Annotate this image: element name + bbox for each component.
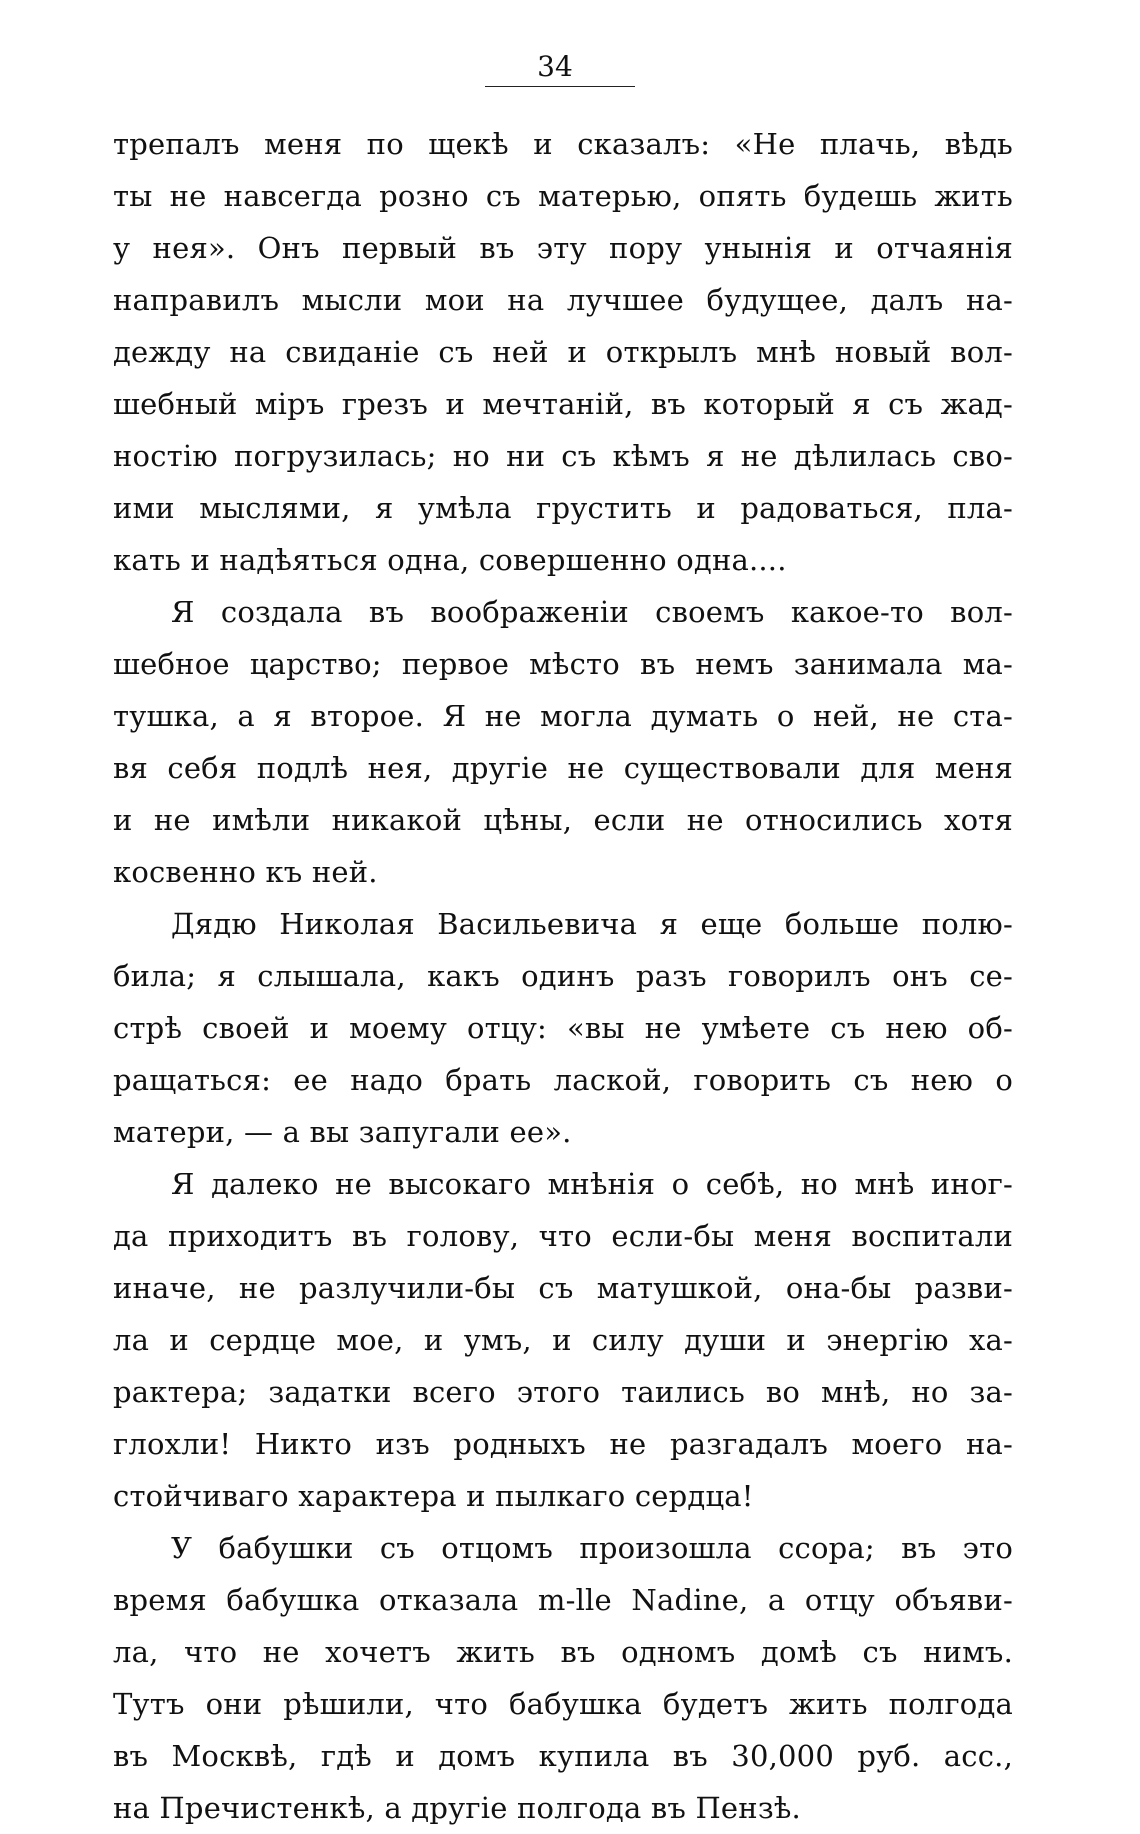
text-line: кать и надѣяться одна, совершенно одна.... xyxy=(113,543,787,577)
paragraph-2 xyxy=(113,586,1013,898)
text-line: трепалъ меня по щекѣ и сказалъ: «Не плачь, вѣдь xyxy=(113,127,1013,161)
text-line: била; я слышала, какъ одинъ разъ говорилъ онъ се- xyxy=(113,959,1013,993)
text-line: ими мыслями, я умѣла грустить и радоваться, пла- xyxy=(113,491,1013,525)
text-line: ла, что не хочетъ жить въ одномъ домѣ съ нимъ. xyxy=(113,1635,1013,1669)
text-line: глохли! Никто изъ родныхъ не разгадалъ моего на- xyxy=(113,1427,1013,1461)
text-line: ностію погрузилась; но ни съ кѣмъ я не дѣлилась сво- xyxy=(113,439,1013,473)
text-line: у нея». Онъ первый въ эту пору унынія и отчаянія xyxy=(113,231,1013,265)
text-line: ты не навсегда розно съ матерью, опять будешь жить xyxy=(113,179,1013,213)
paragraph-5 xyxy=(113,1522,1013,1834)
paragraph-1 xyxy=(113,118,1013,586)
text-line: шебное царство; первое мѣсто въ немъ занимала ма- xyxy=(113,647,1013,681)
text-line: Я далеко не высокаго мнѣнія о себѣ, но мнѣ иног- xyxy=(171,1167,1013,1201)
text-line: тушка, а я второе. Я не могла думать о ней, не ста- xyxy=(113,699,1013,733)
text-line: рактера; задатки всего этого таились во мнѣ, но за- xyxy=(113,1375,1013,1409)
text-line: на Пречистенкѣ, а другіе полгода въ Пензѣ. xyxy=(113,1791,801,1825)
text-line: матери, — а вы запугали ее». xyxy=(113,1115,572,1149)
text-line: Я создала въ воображеніи своемъ какое-то вол- xyxy=(171,595,1013,629)
text-line: вя себя подлѣ нея, другіе не существовали для меня xyxy=(113,751,1013,785)
text-line: иначе, не разлучили-бы съ матушкой, она-бы разви- xyxy=(113,1271,1013,1305)
paragraph-4 xyxy=(113,1158,1013,1522)
paragraph-3 xyxy=(113,898,1013,1158)
header-rule xyxy=(485,86,635,87)
text-line: и не имѣли никакой цѣны, если не относились хотя xyxy=(113,803,1013,837)
text-line: направилъ мысли мои на лучшее будущее, далъ на- xyxy=(113,283,1013,317)
text-line: Тутъ они рѣшили, что бабушка будетъ жить полгода xyxy=(113,1687,1013,1721)
text-line: Дядю Николая Васильевича я еще больше полю- xyxy=(171,907,1013,941)
text-line: да приходитъ въ голову, что если-бы меня воспитали xyxy=(113,1219,1013,1253)
text-line: косвенно къ ней. xyxy=(113,855,378,889)
text-line: въ Москвѣ, гдѣ и домъ купила въ 30,000 руб. асс., xyxy=(113,1739,1013,1773)
body-text xyxy=(113,118,1013,1834)
text-line: дежду на свиданіе съ ней и открылъ мнѣ новый вол- xyxy=(113,335,1013,369)
page-number: 34 xyxy=(537,50,573,83)
text-line: шебный міръ грезъ и мечтаній, въ который я съ жад- xyxy=(113,387,1013,421)
text-line: ращаться: ее надо брать лаской, говорить съ нею о xyxy=(113,1063,1013,1097)
text-line: время бабушка отказала m-lle Nadine, а отцу объяви- xyxy=(113,1583,1013,1617)
text-line: ла и сердце мое, и умъ, и силу души и энергію ха- xyxy=(113,1323,1013,1357)
text-line: У бабушки съ отцомъ произошла ссора; въ это xyxy=(171,1531,1013,1565)
text-line: стойчиваго характера и пылкаго сердца! xyxy=(113,1479,754,1513)
text-line: стрѣ своей и моему отцу: «вы не умѣете съ нею об- xyxy=(113,1011,1013,1045)
